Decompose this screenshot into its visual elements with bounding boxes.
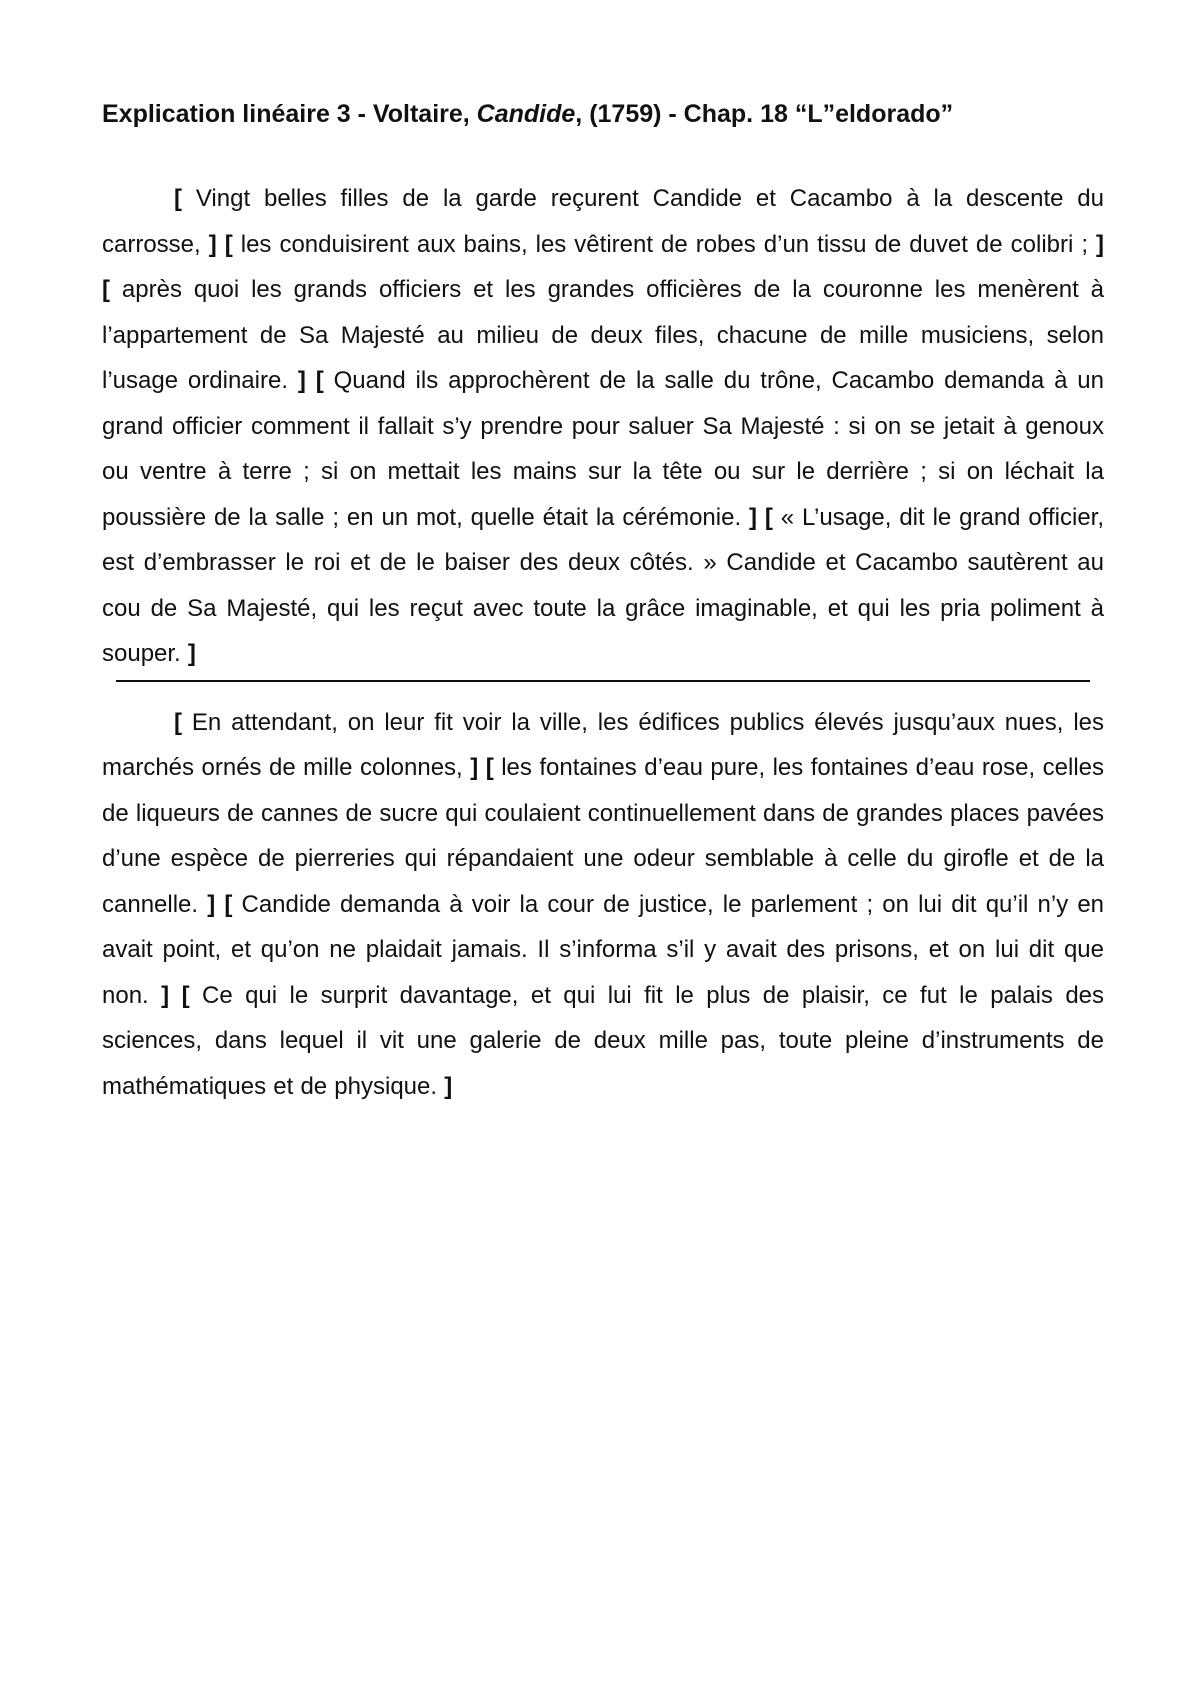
bracket-close: ] <box>1096 230 1105 258</box>
bracket-open: [ <box>224 890 233 918</box>
bracket-open: [ <box>764 503 773 531</box>
bracket-close: ] <box>297 367 306 394</box>
bracket-open: [ <box>174 185 182 212</box>
title-prefix: Explication linéaire 3 - Voltaire, <box>102 100 477 128</box>
segment-text: En attendant, on leur fit voir la ville, les édifices publics élevés jusqu’aux nues, les marchés ornés de mille colonnes, <box>102 708 1105 781</box>
bracket-close: ] <box>470 754 479 781</box>
section-divider <box>116 680 1090 682</box>
bracket-close: ] <box>161 981 170 1009</box>
paragraph-2 <box>102 700 1104 1110</box>
bracket-open: [ <box>224 230 233 258</box>
segment-text: les fontaines d’eau pure, les fontaines d’eau rose, celles de liqueurs de cannes de sucre qui coulaient continuellement dans de grandes places pavées d’une espèce de pierreries qui répandaient une odeur semblable à celle du girofle et de la cannelle. <box>102 754 1105 918</box>
bracket-open: [ <box>102 276 110 303</box>
paragraph-1 <box>102 176 1104 677</box>
segment-text: « L’usage, dit le grand officier, est d’embrasser le roi et de le baiser des deux côtés. » Candide et Cacambo sautèrent au cou de Sa Majesté, qui les reçut avec toute la grâce imaginable, et qui les pria poliment à souper. <box>102 503 1105 667</box>
bracket-open: [ <box>181 981 190 1009</box>
title-work: Candide <box>476 100 576 128</box>
segment-text: Vingt belles filles de la garde reçurent Candide et Cacambo à la descente du carrosse, <box>102 185 1105 258</box>
title-suffix: , (1759) - Chap. 18 “L”eldorado” <box>575 100 954 128</box>
bracket-close: ] <box>187 640 196 667</box>
bracket-close: ] <box>444 1072 453 1100</box>
bracket-close: ] <box>749 503 758 531</box>
segment-text: après quoi les grands officiers et les grandes officières de la couronne les menèrent à l’appartement de Sa Majesté au milieu de deux files, chacune de mille musiciens, selon l’usage ordinaire. <box>102 276 1105 394</box>
document-title <box>102 96 1104 132</box>
bracket-open: [ <box>485 754 494 781</box>
bracket-open: [ <box>174 708 182 736</box>
bracket-open: [ <box>315 367 324 394</box>
segment-text: les conduisirent aux bains, les vêtirent de robes d’un tissu de duvet de colibri ; <box>240 230 1088 258</box>
segment-text: Ce qui le surprit davantage, et qui lui fit le plus de plaisir, ce fut le palais des sciences, dans lequel il vit une galerie de deux mille pas, toute pleine d’instruments de mathématiques et de physique. <box>102 981 1105 1100</box>
segment-text: Quand ils approchèrent de la salle du trône, Cacambo demanda à un grand officier comment il fallait s’y prendre pour saluer Sa Majesté : si on se jetait à genoux ou ventre à terre ; si on mettait les mains sur la tête ou sur le derrière ; si on léchait la poussière de la salle ; en un mot, quelle était la cérémonie. <box>102 367 1104 531</box>
segment-text: Candide demanda à voir la cour de justice, le parlement ; on lui dit qu’il n’y en avait point, et qu’on ne plaidait jamais. Il s’informa s’il y avait des prisons, et on lui dit que non. <box>102 890 1105 1009</box>
bracket-close: ] <box>207 890 216 918</box>
bracket-close: ] <box>208 230 217 258</box>
